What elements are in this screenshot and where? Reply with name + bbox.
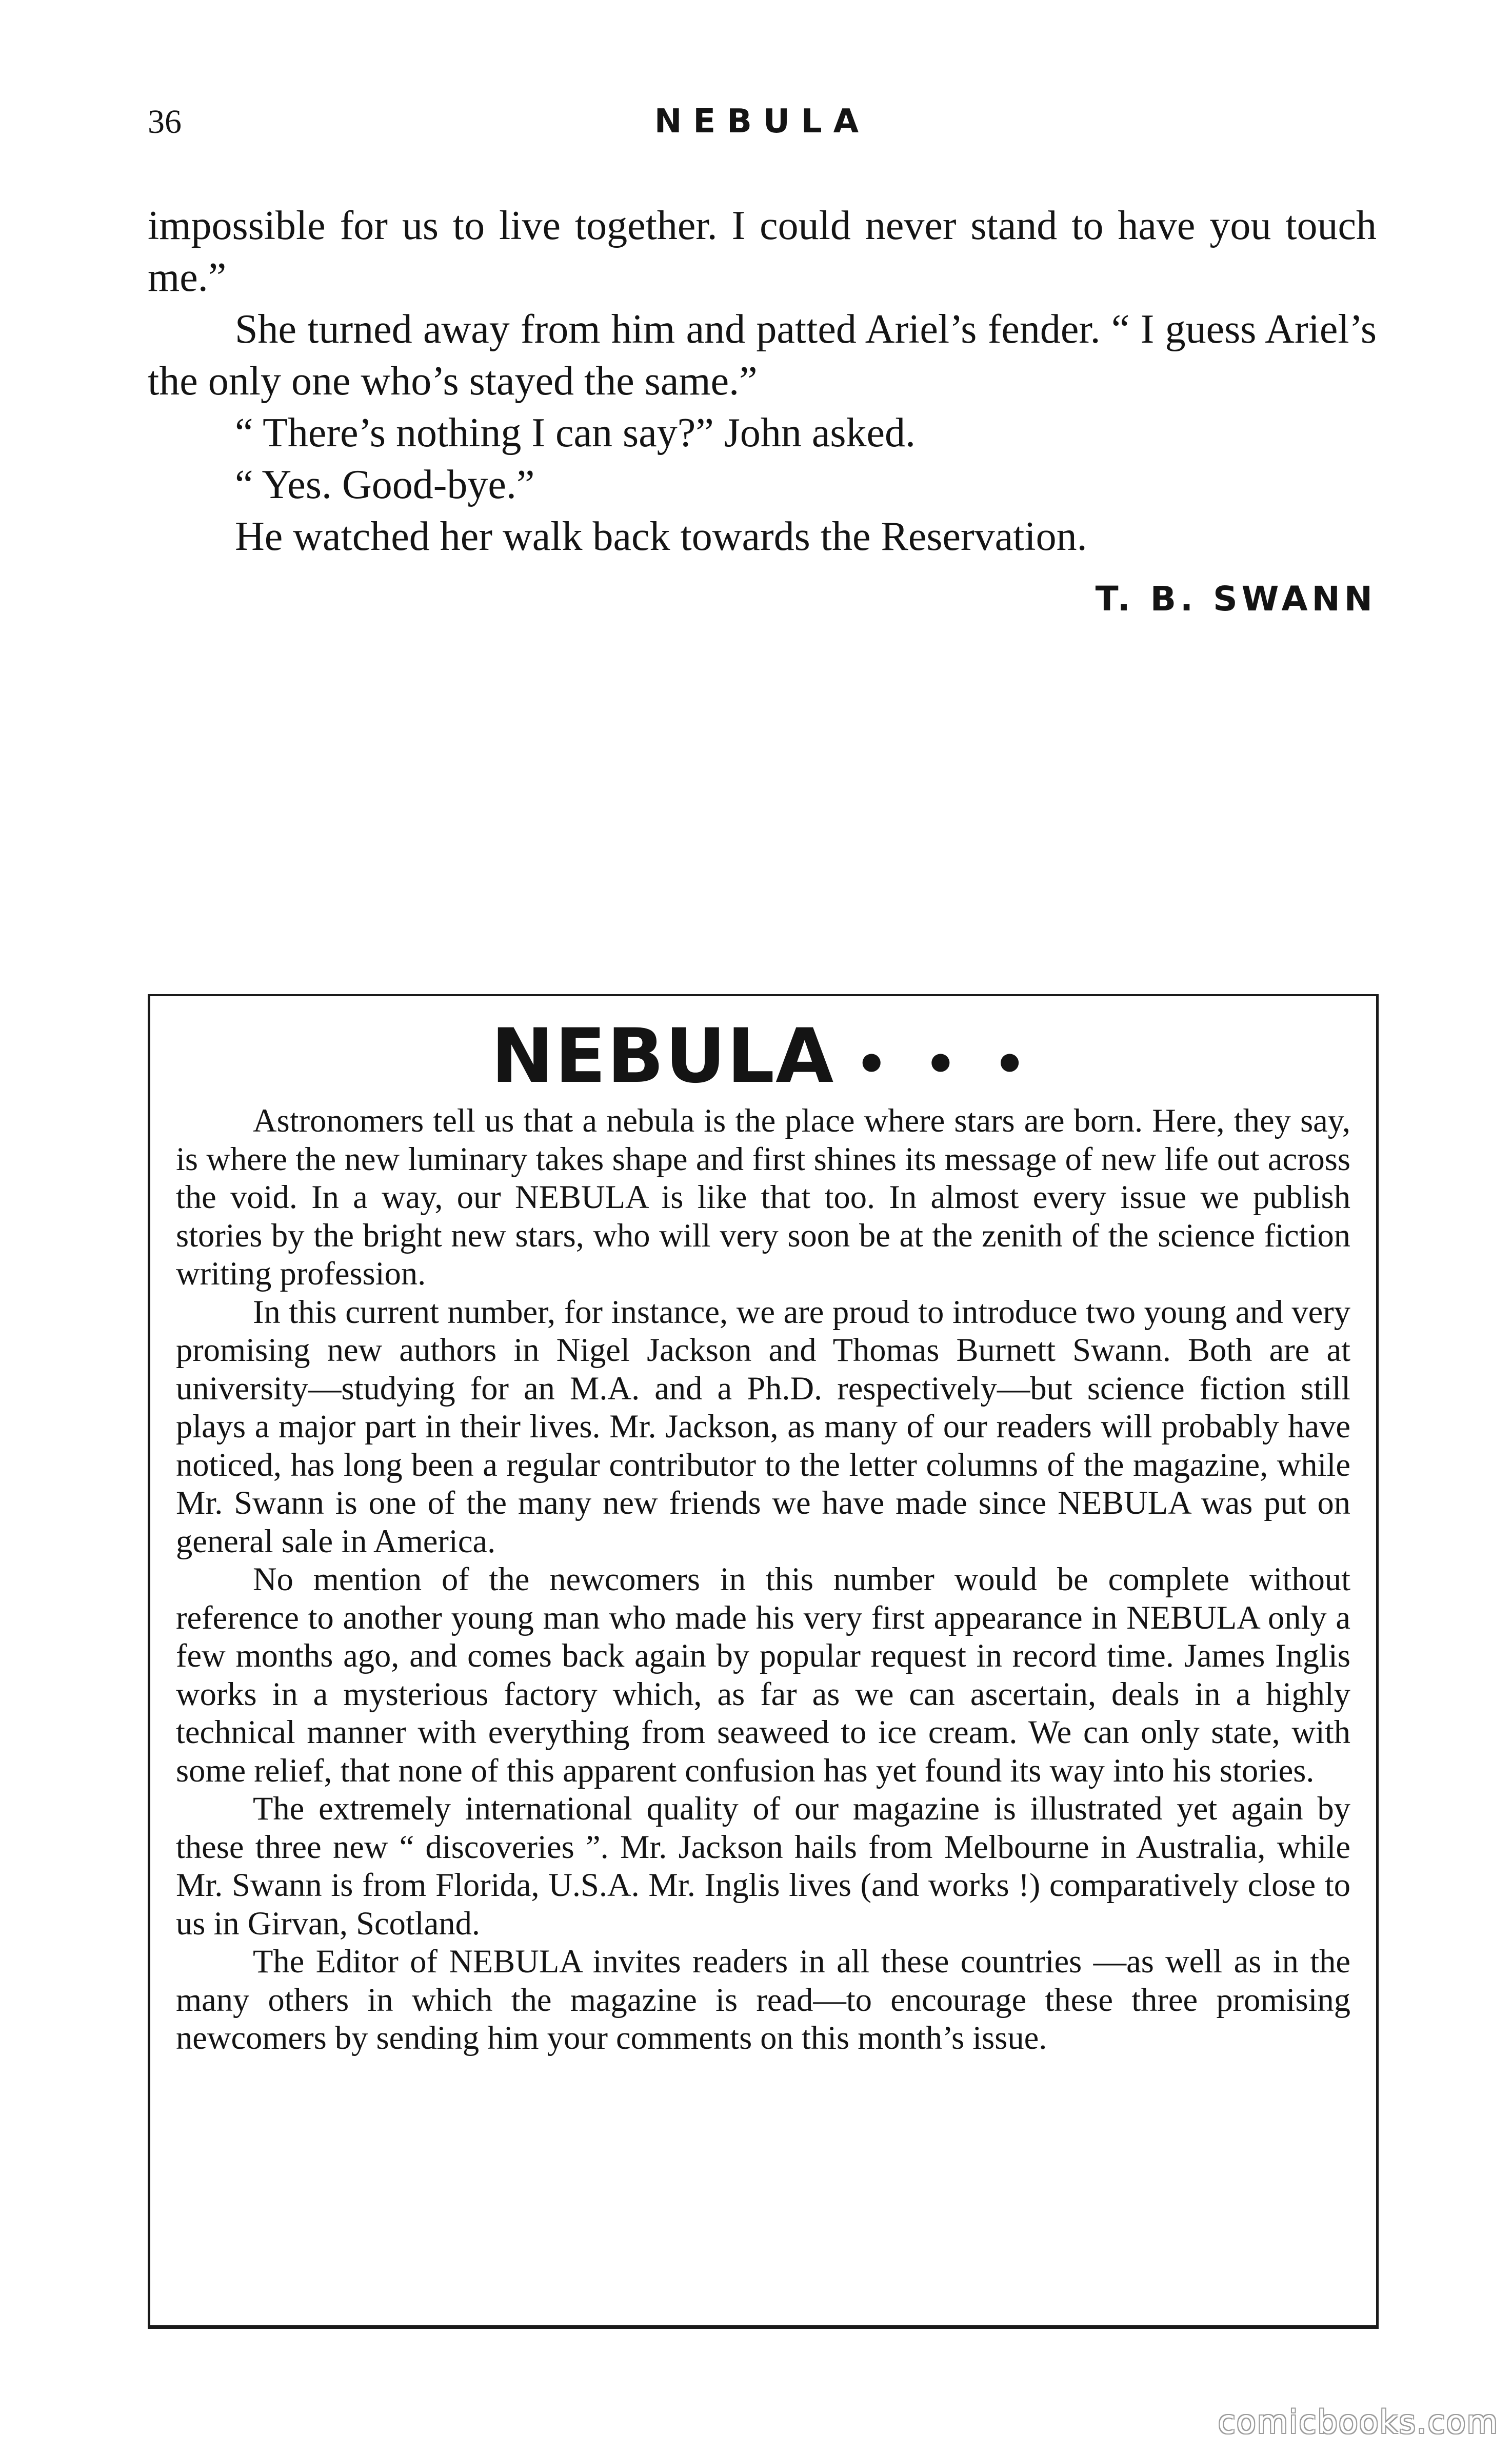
story-paragraph: impossible for us to live together. I could never stand to have you touch me.” [148,203,1377,300]
editorial-title [150,1013,1376,1100]
site-watermark: comicbooks.com [1218,2403,1499,2441]
running-head: NEBULA [654,103,870,141]
editorial-paragraph: The Editor of NEBULA invites readers in all these countries —as well as in the many others in which the magazine is read—to encourage these three promising newcomers by sending him your comments on this month’s issue. [176,1943,1350,2056]
story-byline: T. B. SWANN [1095,579,1377,619]
editorial-body [176,1102,1350,2058]
story-paragraph: She turned away from him and patted Ariel’s fender. “ I guess Ariel’s the only one who’s stayed the same.” [148,307,1377,404]
editorial-paragraph: In this current number, for instance, we are proud to introduce two young and very promising new authors in Nigel Jackson and Thomas Burnett Swann. Both are at university—studying for an M.A. and a Ph.D. respectively—but science fiction still plays a major part in their lives. Mr. Jackson, as many of our readers will probably have noticed, has long been a regular contributor to the letter columns of the magazine, while Mr. Swann is one of the many new friends we have made since NEBULA was put on general sale in America. [176,1293,1350,1559]
editorial-box [148,994,1379,2329]
story-paragraph: He watched her walk back towards the Reservation. [235,514,1087,559]
story-text [148,200,1377,625]
editorial-paragraph: The extremely international quality of our magazine is illustrated yet again by these three new “ discoveries ”. Mr. Jackson hails from Melbourne in Australia, while Mr. Swann is from Florida, U.S.A. Mr. Inglis lives (and works !) comparatively close to us in Girvan, Scotland. [176,1790,1350,1942]
editorial-paragraph: No mention of the newcomers in this number would be complete without reference to another young man who made his very first appearance in NEBULA only a few months ago, and comes back again by popular request in record time. James Inglis works in a mysterious factory which, as far as we can ascertain, deals in a highly technical manner with everything from seaweed to ice cream. We can only state, with some relief, that none of this apparent confusion has yet found its way into his stories. [176,1561,1350,1789]
page-number: 36 [148,103,182,141]
editorial-title-dots: • • • [855,1034,1036,1094]
page-header [148,103,1377,154]
story-paragraph: “ Yes. Good-bye.” [235,462,535,507]
editorial-title-text: NEBULA [491,1013,835,1100]
story-paragraph: “ There’s nothing I can say?” John asked. [235,410,916,456]
editorial-paragraph: Astronomers tell us that a nebula is the place where stars are born. Here, they say, is where the new luminary takes shape and first shines its message of new life out across the void. In a way, our NEBULA is like that too. In almost every issue we publish stories by the bright new stars, who will very soon be at the zenith of the science fiction writing profession. [176,1102,1350,1292]
